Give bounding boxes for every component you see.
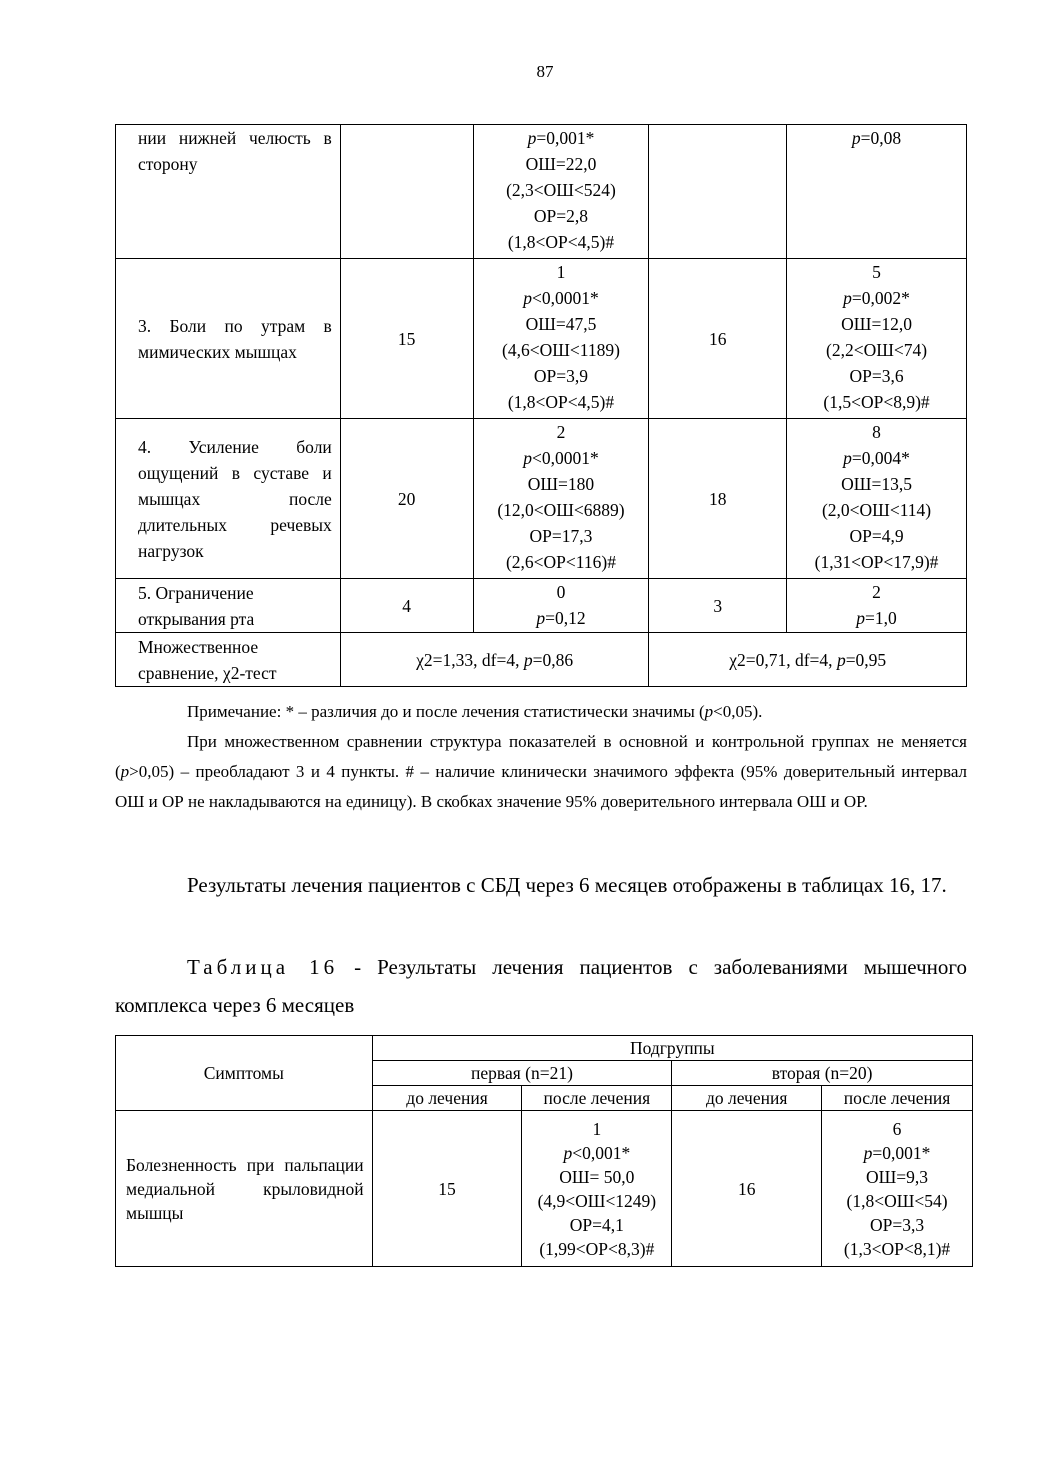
cell-before: 4 — [340, 579, 473, 633]
header-group1: первая (n=21) — [372, 1061, 672, 1086]
cell-before: 3 — [649, 579, 787, 633]
cell-line: ОР=2,8 — [533, 206, 589, 226]
cell-line: p<0,0001* — [523, 288, 599, 308]
cell-line: (2,0<ОШ<114) — [821, 500, 932, 520]
cell-line: (1,31<ОР<17,9)# — [814, 552, 939, 572]
cell-line: ОШ= 50,0 — [559, 1166, 635, 1187]
chi-square-group1: χ2=1,33, df=4, p=0,86 — [340, 633, 649, 687]
cell-line: p=1,0 — [856, 608, 897, 628]
cell-before — [649, 125, 787, 259]
cell-line: (1,8<ОР<4,5)# — [507, 232, 615, 252]
cell-line: p=0,004* — [843, 448, 910, 468]
table-row — [116, 259, 967, 419]
cell-line: 6 — [892, 1118, 902, 1139]
cell-line: 5 — [872, 262, 881, 282]
row-label: 4. Усиление боли ощущений в суставе и мышцах после длительных речевых нагрузок — [116, 419, 341, 579]
row-label: Болезненность при пальпации медиальной крыловидной мышцы — [116, 1111, 373, 1267]
cell-line: (2,3<ОШ<524) — [506, 180, 616, 200]
cell-line: (1,8<ОШ<54) — [846, 1190, 948, 1211]
cell-line: 8 — [872, 422, 881, 442]
cell-line: 2 — [872, 582, 881, 602]
row-label: 5. Ограничение открывания рта — [116, 579, 341, 633]
cell-line: ОР=17,3 — [529, 526, 593, 546]
header-subgroups: Подгруппы — [372, 1036, 972, 1061]
table-row — [116, 125, 967, 259]
cell-before: 16 — [672, 1111, 822, 1267]
header-before: до лечения — [672, 1086, 822, 1111]
cell-line: 2 — [556, 422, 566, 442]
cell-line: p=0,001* — [863, 1142, 931, 1163]
page-number: 87 — [536, 62, 554, 81]
cell-line: p=0,12 — [536, 608, 586, 628]
cell-line: ОШ=47,5 — [525, 314, 597, 334]
cell-line: ОР=3,9 — [533, 366, 589, 386]
cell-line: ОР=4,9 — [849, 526, 904, 546]
cell-line: p<0,001* — [563, 1142, 631, 1163]
cell-line: 1 — [592, 1118, 602, 1139]
cell-line: (1,5<ОР<8,9)# — [823, 392, 930, 412]
table-notes — [115, 697, 967, 817]
cell-after — [822, 1111, 973, 1267]
cell-line: p=0,08 — [851, 128, 902, 148]
cell-line: (4,6<ОШ<1189) — [502, 340, 620, 360]
header-before: до лечения — [372, 1086, 522, 1111]
cell-after — [522, 1111, 672, 1267]
cell-line: (2,2<ОШ<74) — [826, 340, 928, 360]
cell-line: ОР=3,3 — [869, 1214, 925, 1235]
cell-line: 1 — [556, 262, 566, 282]
cell-after — [787, 125, 967, 259]
row-label: нии нижней челюсть в сторону — [116, 125, 341, 259]
cell-line: ОШ=13,5 — [841, 474, 912, 494]
cell-after — [787, 419, 967, 579]
cell-after — [473, 125, 649, 259]
cell-line: p=0,001* — [527, 128, 595, 148]
header-after: после лечения — [522, 1086, 672, 1111]
cell-line: 0 — [556, 582, 566, 602]
cell-line: (12,0<ОШ<6889) — [497, 500, 625, 520]
results-paragraph: Результаты лечения пациентов с СБД через 6 месяцев отображены в таблицах 16, 17. — [187, 873, 947, 897]
cell-after — [787, 579, 967, 633]
cell-line: (1,8<ОР<4,5)# — [507, 392, 615, 412]
cell-line: (4,9<ОШ<1249) — [537, 1190, 657, 1211]
table-16 — [115, 1035, 973, 1267]
cell-after — [473, 259, 649, 419]
table16-label: Таблица 16 — [187, 955, 339, 979]
cell-line: ОР=3,6 — [849, 366, 904, 386]
cell-before — [340, 125, 473, 259]
results-paragraph-block — [115, 866, 967, 904]
table16-title: - Результаты лечения пациентов с заболеваниями мышечного комплекса через 6 месяцев — [115, 955, 967, 1017]
cell-line: ОШ=12,0 — [841, 314, 912, 334]
note-significance: Примечание: * – различия до и после лечения статистически значимы (p<0,05). — [187, 702, 763, 721]
cell-before: 18 — [649, 419, 787, 579]
cell-line: (2,6<ОР<116)# — [505, 552, 616, 572]
cell-before: 15 — [372, 1111, 522, 1267]
table-row — [116, 419, 967, 579]
cell-line: p=0,002* — [843, 288, 910, 308]
cell-line: (1,99<ОР<8,3)# — [539, 1238, 655, 1259]
results-table-continued — [115, 124, 967, 687]
cell-line: ОШ=22,0 — [525, 154, 597, 174]
cell-before: 16 — [649, 259, 787, 419]
cell-before: 20 — [340, 419, 473, 579]
cell-line: ОР=4,1 — [569, 1214, 624, 1235]
table-row — [116, 579, 967, 633]
cell-line: p<0,0001* — [523, 448, 599, 468]
table-row — [116, 1111, 973, 1267]
cell-before: 15 — [340, 259, 473, 419]
cell-line: ОШ=9,3 — [866, 1166, 929, 1187]
table-row — [116, 633, 967, 687]
header-after: после лечения — [822, 1086, 973, 1111]
cell-after — [473, 579, 649, 633]
header-group2: вторая (n=20) — [672, 1061, 973, 1086]
cell-line: ОШ=180 — [527, 474, 595, 494]
cell-line: (1,3<ОР<8,1)# — [843, 1238, 951, 1259]
table16-caption — [115, 948, 967, 1024]
note-multiple-comparison: При множественном сравнении структура показателей в основной и контрольной группах не меняется (p>0,05) – преобладают 3 и 4 пункты. # – наличие клинически значимого эффекта (95% доверительный интервал ОШ и ОР не накладываются на единицу). В скобках значение 95% доверительного интервала ОШ и ОР. — [115, 732, 967, 811]
header-symptoms: Симптомы — [116, 1036, 373, 1111]
cell-after — [787, 259, 967, 419]
row-label: 3. Боли по утрам в мимических мышцах — [116, 259, 341, 419]
row-label: Множественное сравнение, χ2-тест — [116, 633, 341, 687]
cell-after — [473, 419, 649, 579]
chi-square-group2: χ2=0,71, df=4, p=0,95 — [649, 633, 967, 687]
